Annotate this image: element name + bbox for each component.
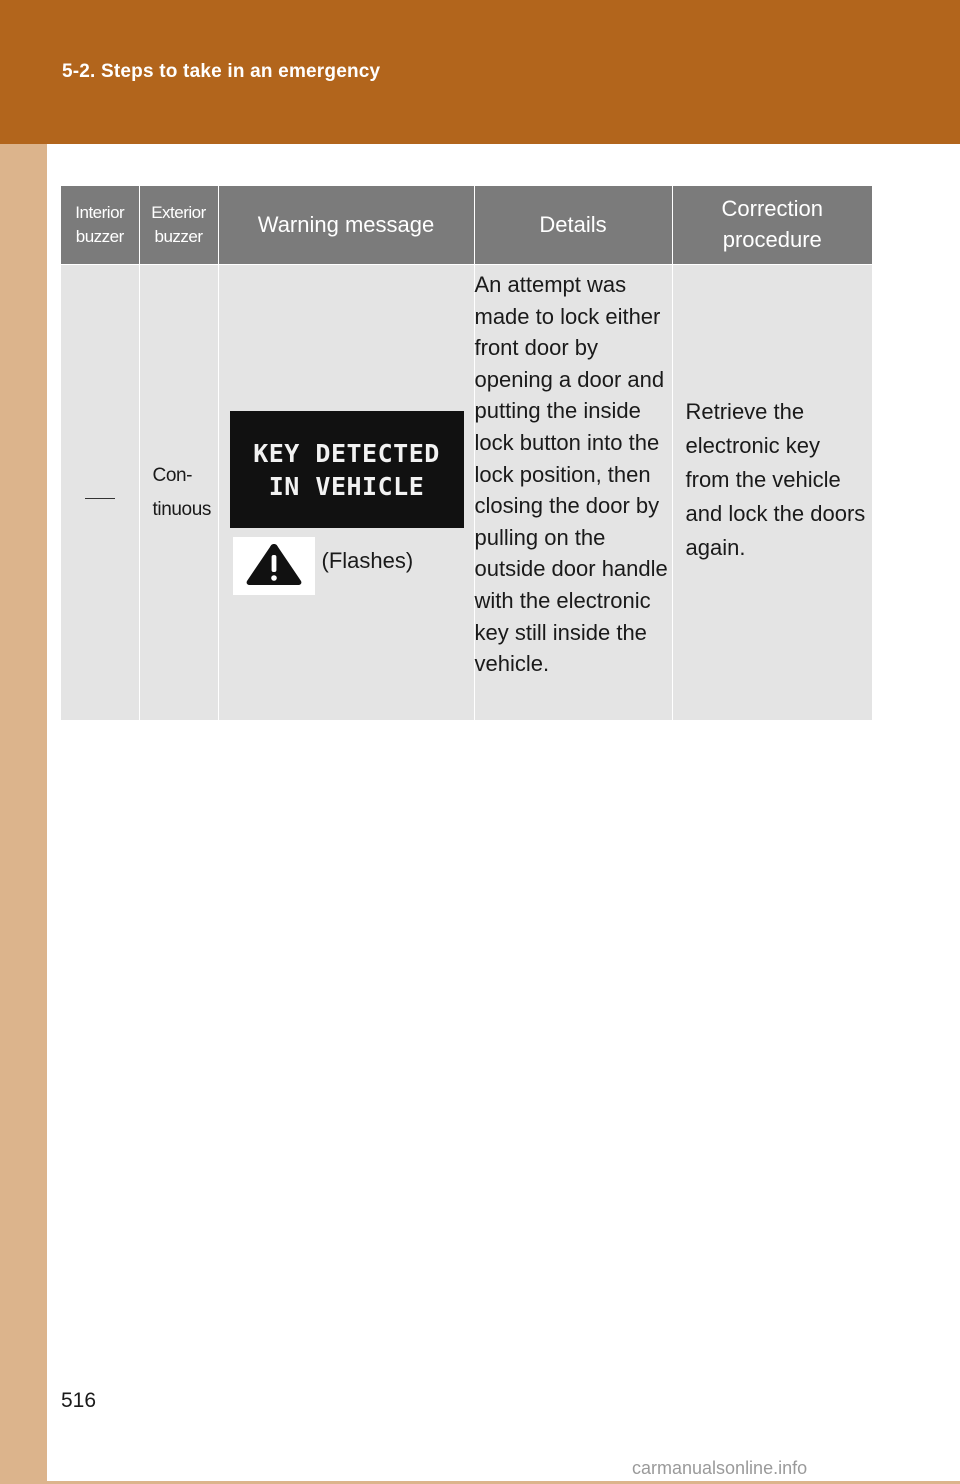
cell-exterior-buzzer [139, 265, 218, 721]
cell-warning-message [218, 265, 474, 721]
col-header-interior-buzzer: Interior buzzer [61, 186, 139, 265]
col-header-warning-message: Warning message [218, 186, 474, 265]
correction-text: Retrieve the electronic key from the vehicle and lock the doors again. [685, 399, 866, 560]
col-header-exterior-buzzer: Exterior buzzer [139, 186, 218, 265]
col-header-correction-procedure: Correction procedure [672, 186, 872, 265]
exterior-buzzer-value: Con- tinuous [152, 464, 211, 520]
flashes-label: (Flashes) [321, 548, 414, 573]
details-text: An attempt was made to lock either front door by opening a door and putting the inside lock button into the lock position, then closing the door by pulling on the outside door handle with the electronic key still inside the vehicle. [474, 272, 668, 677]
cell-interior-buzzer [61, 265, 139, 721]
table-header-row [61, 186, 872, 265]
col-header-details: Details [474, 186, 672, 265]
left-margin-strip [0, 144, 47, 1484]
warning-triangle-icon [242, 541, 306, 592]
page-number: 516 [61, 1389, 97, 1412]
warning-light-box [233, 537, 315, 595]
not-applicable-dash [85, 498, 115, 499]
multi-info-display [230, 411, 464, 528]
cell-correction-procedure [672, 265, 872, 721]
table-row [61, 265, 872, 721]
watermark: carmanualsonline.info [632, 1458, 808, 1478]
display-message-text: KEY DETECTED IN VEHICLE [253, 438, 440, 501]
section-title: 5-2. Steps to take in an emergency [62, 61, 381, 82]
cell-details [474, 265, 672, 721]
header-band [0, 0, 960, 144]
warning-table [61, 186, 872, 720]
